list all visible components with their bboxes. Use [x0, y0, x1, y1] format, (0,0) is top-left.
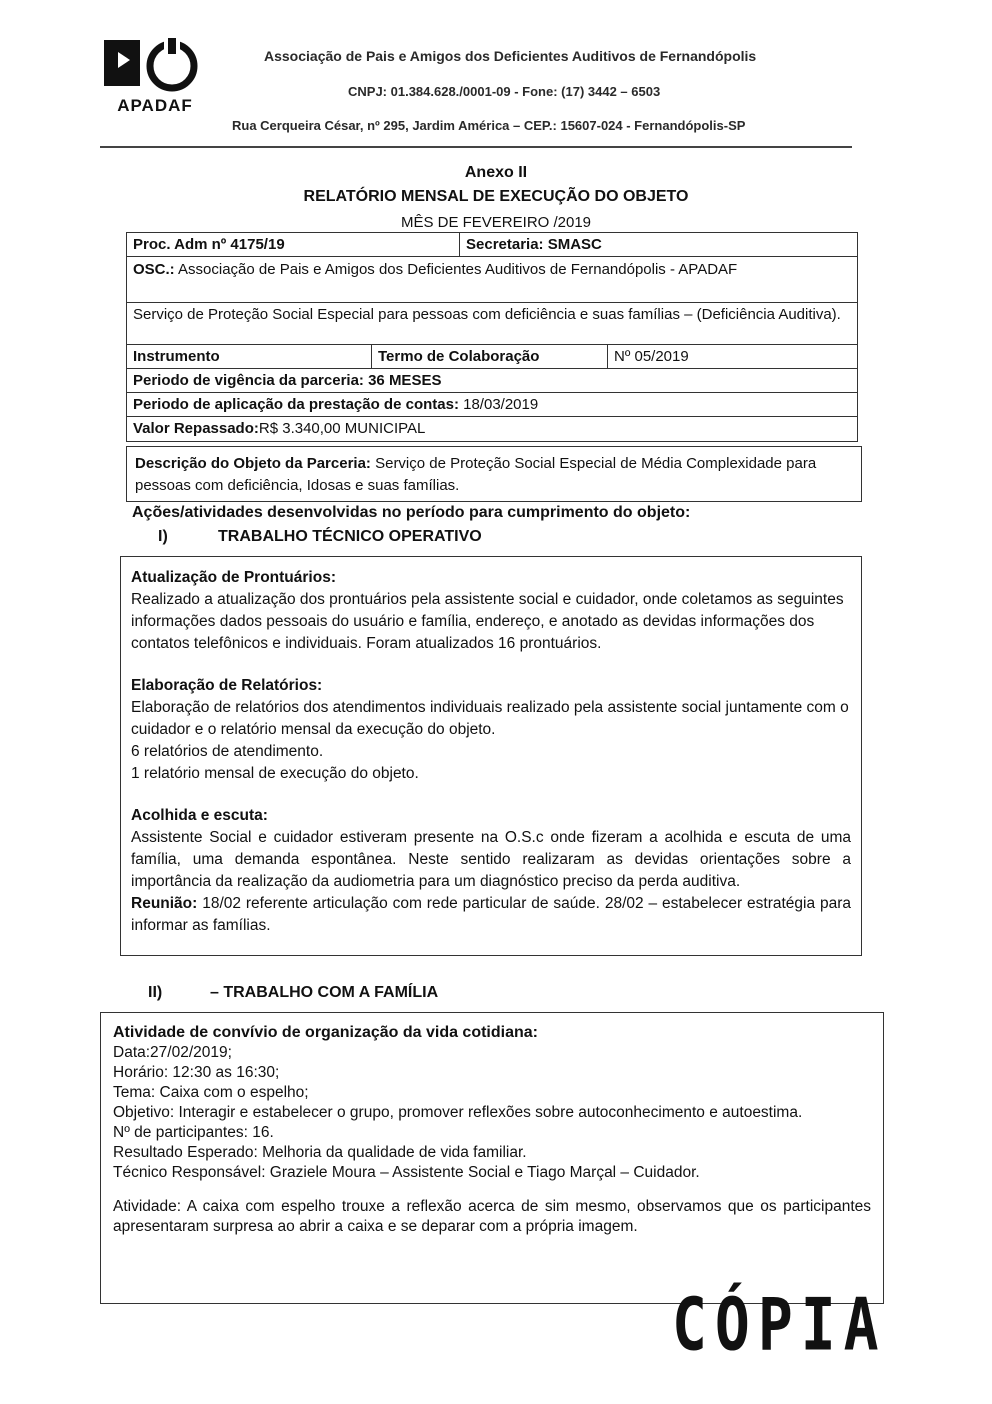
reuniao-text: 18/02 referente articulação com rede particular de saúde. 28/02 – estabelecer estratégia para informar as famílias. [131, 895, 851, 934]
info-row-instrument [127, 345, 857, 369]
aplicacao [127, 393, 857, 416]
service-description: Serviço de Proteção Social Especial para pessoas com deficiência e suas famílias – (Deficiência Auditiva). [133, 306, 841, 323]
reuniao [131, 893, 851, 937]
description-label: Descrição do Objeto da Parceria: [135, 455, 371, 472]
logo-text: APADAF [117, 96, 193, 115]
relatorios-text: Elaboração de relatórios dos atendimentos individuais realizado pela assistente social juntamente com o cuidador e o relatório mensal da execução do objeto. [131, 699, 849, 738]
description-text: Serviço de Proteção Social Especial de Média Complexidade para pessoas com deficiência, Idosas e suas famílias. [135, 455, 817, 494]
prontuarios-title: Atualização de Prontuários: [131, 569, 336, 586]
vigencia: Periodo de vigência da parceria: 36 MESES [133, 372, 442, 389]
section-1-numeral: I) [158, 528, 168, 545]
termo-numero: Nº 05/2019 [607, 345, 859, 368]
aplicacao-label: Periodo de aplicação da prestação de contas: [133, 396, 459, 413]
organization-name: Associação de Pais e Amigos dos Deficientes Auditivos de Fernandópolis [264, 48, 757, 64]
section-2-title: – TRABALHO COM A FAMÍLIA [210, 984, 439, 1001]
family-work-box [100, 1012, 884, 1304]
section-1-title: TRABALHO TÉCNICO OPERATIVO [218, 528, 482, 545]
aplicacao-value: 18/03/2019 [463, 396, 539, 413]
info-table [126, 232, 858, 442]
section-2-numeral: II) [148, 984, 163, 1001]
report-title: RELATÓRIO MENSAL DE EXECUÇÃO DO OBJETO [303, 188, 689, 205]
osc-label: OSC.: [133, 261, 175, 278]
cnpj-phone: CNPJ: 01.384.628./0001-09 - Fone: (17) 3442 – 6503 [348, 84, 661, 99]
osc-value: Associação de Pais e Amigos dos Deficientes Auditivos de Fernandópolis - APADAF [178, 261, 738, 278]
valor [127, 417, 857, 443]
valor-label: Valor Repassado: [133, 420, 259, 437]
info-row-osc [127, 257, 857, 303]
relatorios-line-1: 6 relatórios de atendimento. [131, 743, 324, 760]
technical-work-box [120, 556, 862, 956]
relatorios-line-2: 1 relatório mensal de execução do objeto. [131, 765, 419, 782]
header-divider [100, 146, 852, 148]
info-row-proc [127, 233, 857, 257]
copy-stamp: CÓPIA [672, 1282, 887, 1367]
activity-date: Data:27/02/2019; [113, 1044, 232, 1061]
info-row-vigencia [127, 369, 857, 393]
acolhida-text: Assistente Social e cuidador estiveram presente na O.S.c onde fizeram a acolhida e escuta de uma família, uma demanda espontânea. Neste sentido realizaram as devidas orientações sobre a importância da realização da audiometria para um diagnóstico preciso da perda auditiva. [131, 829, 851, 890]
section-1-heading [158, 528, 482, 546]
secretaria: Secretaria: SMASC [459, 233, 859, 256]
activity-theme: Tema: Caixa com o espelho; [113, 1084, 309, 1101]
activity-participants: Nº de participantes: 16. [113, 1124, 274, 1141]
object-description [126, 446, 862, 502]
acolhida-title: Acolhida e escuta: [131, 807, 268, 824]
activity-description: Atividade: A caixa com espelho trouxe a reflexão acerca de sim mesmo, observamos que os participantes apresentaram surpresa ao abrir a caixa e se deparar com a própria imagem. [113, 1198, 871, 1235]
address: Rua Cerqueira César, nº 295, Jardim América – CEP.: 15607-024 - Fernandópolis-SP [232, 118, 746, 133]
info-row-service [127, 303, 857, 345]
proc-adm: Proc. Adm nº 4175/19 [133, 236, 285, 253]
activity-time: Horário: 12:30 as 16:30; [113, 1064, 280, 1081]
valor-value: R$ 3.340,00 MUNICIPAL [258, 420, 426, 437]
info-row-aplicacao [127, 393, 857, 417]
osc [127, 257, 857, 302]
instrumento: Instrumento [133, 348, 220, 365]
apadaf-logo [100, 36, 210, 118]
activity-expected-result: Resultado Esperado: Melhoria da qualidade de vida familiar. [113, 1144, 527, 1161]
annex-title: Anexo II [464, 164, 528, 181]
actions-heading: Ações/atividades desenvolvidas no período para cumprimento do objeto: [132, 504, 691, 521]
relatorios-title: Elaboração de Relatórios: [131, 677, 323, 694]
info-row-valor [127, 417, 857, 443]
section-2-heading [148, 984, 439, 1002]
activity-responsible: Técnico Responsável: Graziele Moura – Assistente Social e Tiago Marçal – Cuidador. [113, 1164, 700, 1181]
prontuarios-text: Realizado a atualização dos prontuários pela assistente social e cuidador, onde coletamos as seguintes informações dados pessoais do usuário e família, endereço, e anotado as devidas informações dos contatos telefônicos e individuais. Foram atualizados 16 prontuários. [131, 591, 844, 652]
termo-colaboracao: Termo de Colaboração [371, 345, 607, 368]
reuniao-label: Reunião: [131, 895, 198, 912]
activity-objective: Objetivo: Interagir e estabelecer o grupo, promover reflexões sobre autoconhecimento e autoestima. [113, 1104, 803, 1121]
report-month: MÊS DE FEVEREIRO /2019 [400, 214, 592, 231]
activity-title: Atividade de convívio de organização da vida cotidiana: [113, 1024, 538, 1041]
